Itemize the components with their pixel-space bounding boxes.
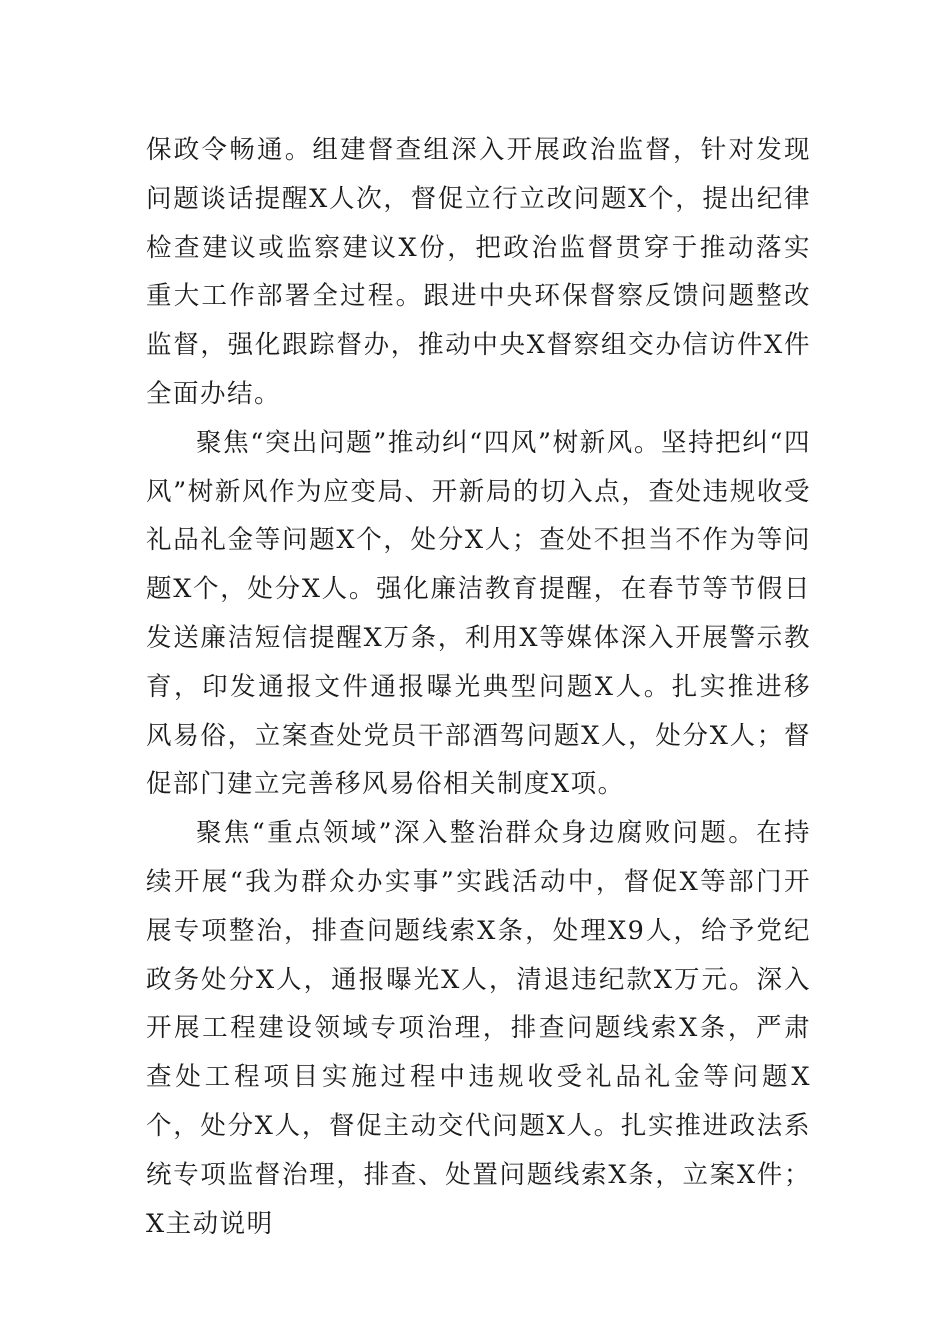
- paragraph-four-winds: 聚焦“突出问题”推动纠“四风”树新风。坚持把纠“四风”树新风作为应变局、开新局的切入点，查处违规收受礼品礼金等问题X个，处分X人；查处不担当不作为等问题X个，处分X人。强化廉洁教育提醒，在春节等节假日发送廉洁短信提醒X万条，利用X等媒体深入开展警示教育，印发通报文件通报曝光典型问题X人。扎实推进移风易俗，立案查处党员干部酒驾问题X人，处分X人；督促部门建立完善移风易俗相关制度X项。: [146, 427, 811, 800]
- paragraph-key-areas: 聚焦“重点领域”深入整治群众身边腐败问题。在持续开展“我为群众办实事”实践活动中，督促X等部门开展专项整治，排查问题线索X条，处理X9人，给予党纪政务处分X人，通报曝光X人，清退违纪款X万元。深入开展工程建设领域专项治理，排查问题线索X条，严肃查处工程项目实施过程中违规收受礼品礼金等问题X个，处分X人，督促主动交代问题X人。扎实推进政法系统专项监督治理，排查、处置问题线索X条，立案X件；X主动说明: [146, 818, 811, 1239]
- paragraph-political-supervision: 保政令畅通。组建督查组深入开展政治监督，针对发现问题谈话提醒X人次，督促立行立改问题X个，提出纪律检查建议或监察建议X份，把政治监督贯穿于推动落实重大工作部署全过程。跟进中央环保督察反馈问题整改监督，强化跟踪督办，推动中央X督察组交办信访件X件全面办结。: [146, 135, 811, 409]
- body-text: [146, 126, 811, 1248]
